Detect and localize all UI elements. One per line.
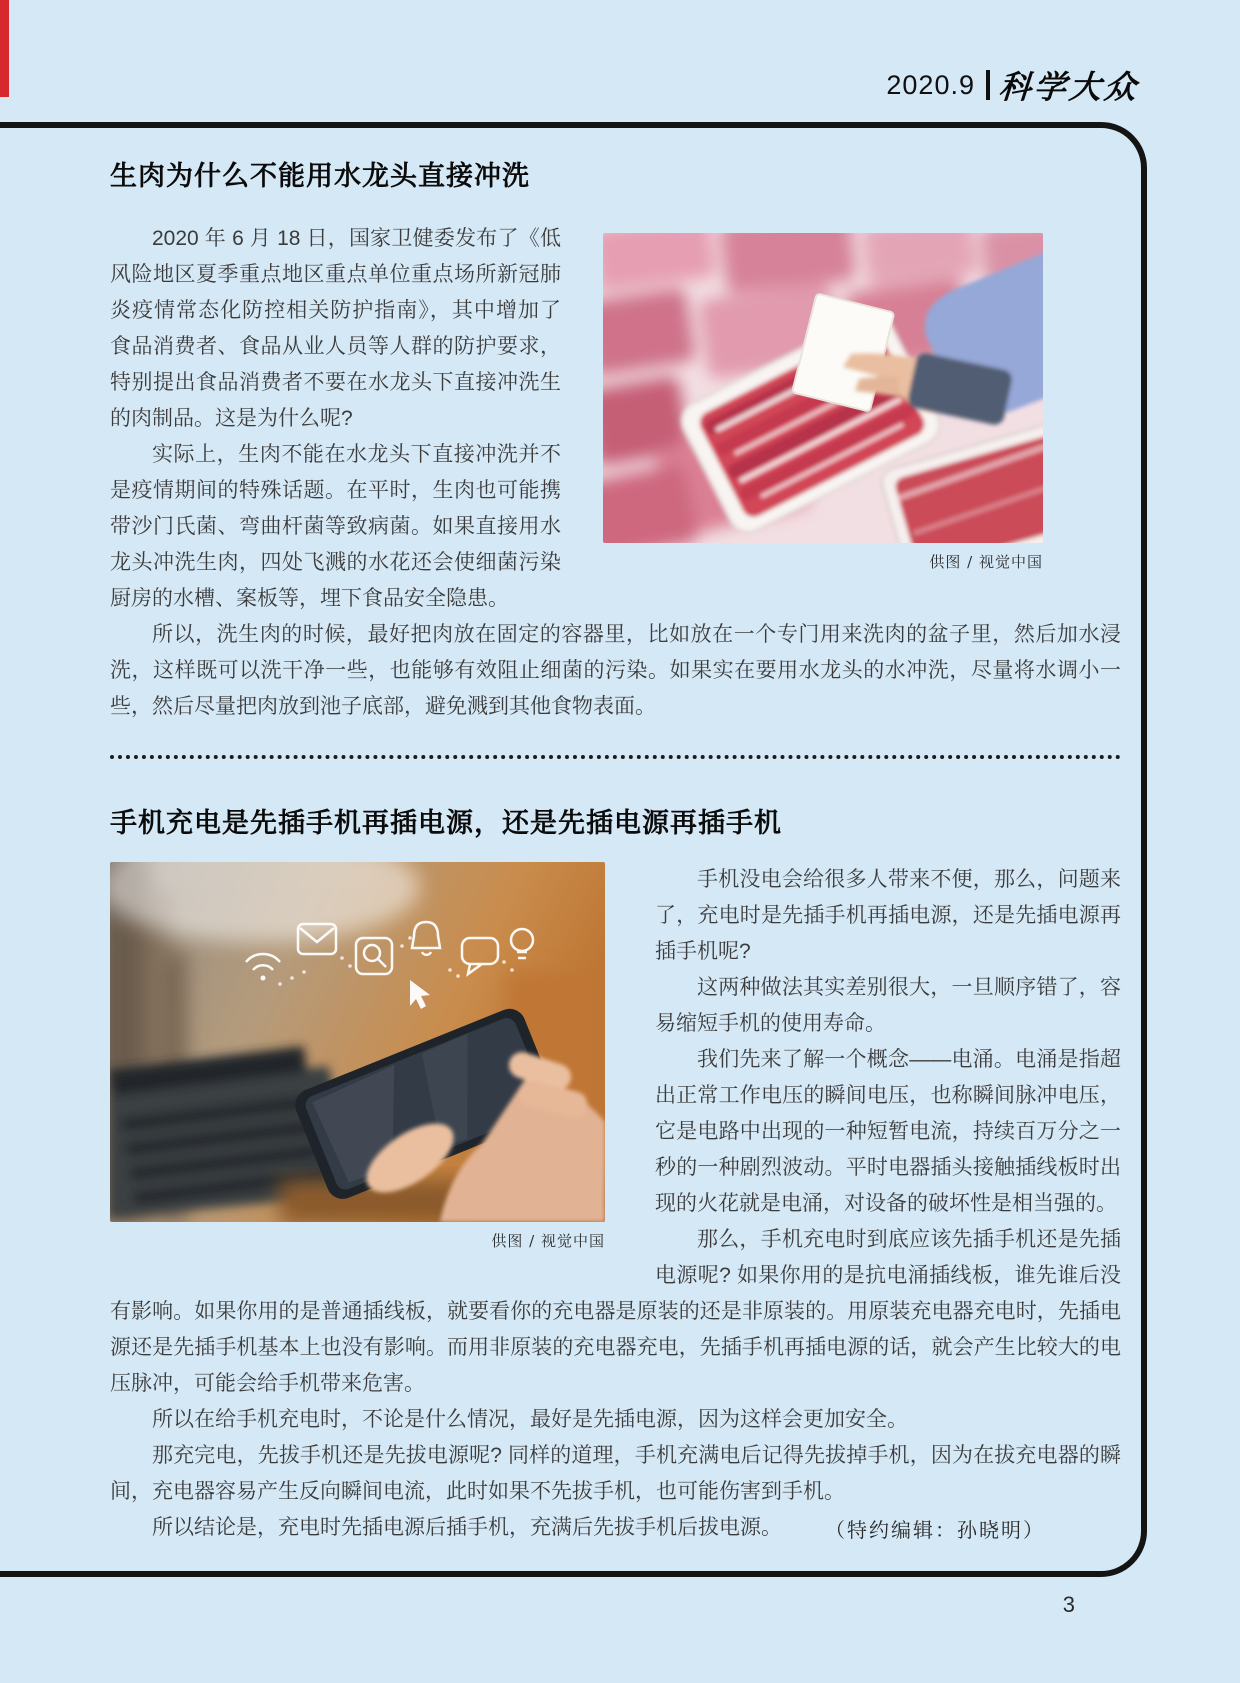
phone-in-hand-photo: [110, 862, 605, 1222]
article2-title: 手机充电是先插手机再插电源，还是先插电源再插手机: [110, 808, 782, 838]
article2-paragraph: 我们先来了解一个概念——电涌。电涌是指超出正常工作电压的瞬间电压，也称瞬间脉冲电压，它是电路中出现的一种短暂电流，持续百万分之一秒的一种剧烈波动。平时电器插头接触插线板时出现的火花就是电涌，对设备的破坏性是相当强的。: [655, 1048, 1121, 1215]
header-divider: [986, 70, 990, 100]
article2-paragraph: 所以结论是，充电时先插电源后插手机，充满后先拔手机后拔电源。: [152, 1516, 782, 1539]
issue-date: 2020.9: [886, 69, 975, 100]
red-edge-bar: [0, 0, 9, 97]
article2-paragraph: 所以在给手机充电时，不论是什么情况，最好是先插电源，因为这样会更加安全。: [152, 1408, 908, 1431]
article2-paragraph: 那充完电，先拔手机还是先拔电源呢? 同样的道理，手机充满电后记得先拔掉手机，因为在拔充电器的瞬间，充电器容易产生反向瞬间电流，此时如果不先拔手机，也可能伤害到手机。: [110, 1444, 1121, 1503]
article-phone-charging: [110, 801, 1121, 1548]
article1-body: [110, 221, 1121, 725]
article1-paragraph: 所以，洗生肉的时候，最好把肉放在固定的容器里，比如放在一个专门用来洗肉的盆子里，然后加水浸洗，这样既可以洗干净一些，也能够有效阻止细菌的污染。如果实在要用水龙头的水冲洗，尽量将水调小一些，然后尽量把肉放到池子底部，避免溅到其他食物表面。: [110, 623, 1121, 718]
article2-paragraph: 手机没电会给很多人带来不便，那么，问题来了，充电时是先插手机再插电源，还是先插电源再插手机呢?: [655, 868, 1121, 963]
editor-credit: （特约编辑：孙晓明）: [825, 1518, 1045, 1542]
meat-packages-photo: [603, 233, 1043, 543]
article1-photo-credit: 供图 / 视觉中国: [929, 553, 1043, 571]
article2-figure: [110, 862, 605, 1252]
content-frame: [0, 122, 1147, 1577]
dotted-separator: [110, 755, 1121, 759]
article1-paragraph: 2020 年 6 月 18 日，国家卫健委发布了《低风险地区夏季重点地区重点单位重点场所新冠肺炎疫情常态化防控相关防护指南》，其中增加了食品消费者、食品从业人员等人群的防护要求，特别提出食品消费者不要在水龙头下直接冲洗生的肉制品。这是为什么呢?: [110, 227, 561, 430]
page-number: 3: [1062, 1592, 1075, 1617]
magazine-logo: 科学大众: [997, 68, 1141, 106]
page-header: [886, 62, 1139, 108]
article1-paragraph: 实际上，生肉不能在水龙头下直接冲洗并不是疫情期间的特殊话题。在平时，生肉也可能携带沙门氏菌、弯曲杆菌等致病菌。如果直接用水龙头冲洗生肉，四处飞溅的水花还会使细菌污染厨房的水槽、案板等，埋下食品安全隐患。: [110, 443, 561, 610]
article2-photo-credit: 供图 / 视觉中国: [491, 1232, 605, 1250]
article1-title: 生肉为什么不能用水龙头直接冲洗: [110, 161, 530, 191]
article2-paragraph: 那么，手机充电时到底应该先插手机还是先插电源呢? 如果你用的是抗电涌插线板，谁先谁后没有影响。如果你用的是普通插线板，就要看你的充电器是原装的还是非原装的。用原装充电器充电时，先插电源还是先插手机基本上也没有影响。而用非原装的充电器充电，先插手机再插电源的话，就会产生比较大的电压脉冲，可能会给手机带来危害。: [110, 1228, 1121, 1395]
article2-body: [110, 862, 1121, 1548]
article-raw-meat: [110, 154, 1121, 725]
article1-figure: [603, 233, 1043, 573]
article2-paragraph: 这两种做法其实差别很大，一旦顺序错了，容易缩短手机的使用寿命。: [655, 976, 1121, 1035]
